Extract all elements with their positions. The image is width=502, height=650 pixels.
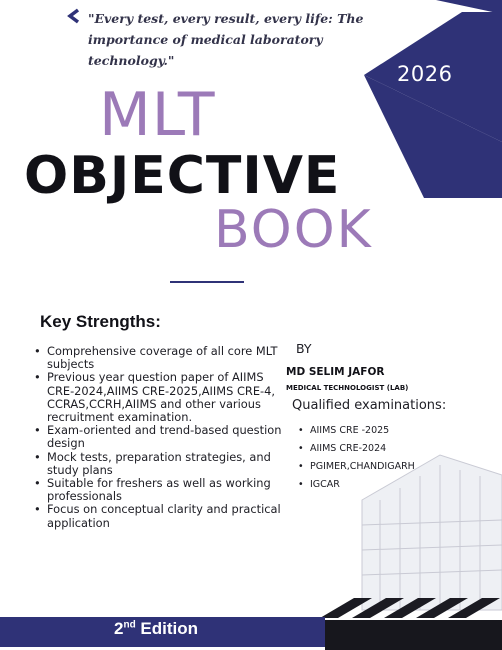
qualified-exams-list	[298, 422, 415, 494]
list-item: • AIIMS CRE-2024	[298, 440, 415, 458]
title-divider	[170, 281, 244, 283]
title-book: BOOK	[214, 200, 373, 260]
by-label: BY	[296, 341, 312, 356]
list-item: • Suitable for freshers as well as working professionals	[34, 477, 292, 503]
list-item: • Mock tests, preparation strategies, and study plans	[34, 451, 292, 477]
author-role: MEDICAL TECHNOLOGIST (LAB)	[286, 384, 409, 392]
edition-suffix: nd	[123, 619, 136, 631]
list-item: • Focus on conceptual clarity and practical application	[34, 503, 292, 529]
list-item: • AIIMS CRE -2025	[298, 422, 415, 440]
cover-quote: "Every test, every result, every life: The importance of medical laboratory technology."	[88, 11, 364, 68]
list-item: • Comprehensive coverage of all core MLT subjects	[34, 345, 292, 371]
list-item: • Exam-oriented and trend-based question design	[34, 424, 292, 450]
edition-number: 2	[114, 619, 124, 638]
list-item: • PGIMER,CHANDIGARH	[298, 458, 415, 476]
title-mlt: MLT	[99, 80, 216, 150]
bottom-right-bar	[325, 620, 502, 650]
edition-label	[114, 619, 198, 639]
key-strengths-list	[34, 345, 292, 530]
list-item: • IGCAR	[298, 476, 415, 494]
key-strengths-heading: Key Strengths:	[40, 312, 161, 331]
author-name: MD SELIM JAFOR	[286, 366, 385, 378]
edition-year: 2026	[397, 62, 453, 86]
top-right-corner-shape	[436, 0, 502, 14]
title-objective: OBJECTIVE	[24, 146, 341, 206]
edition-word: Edition	[140, 619, 199, 638]
list-item: • Previous year question paper of AIIMS CRE-2024,AIIMS CRE-2025,AIIMS CRE-4, CCRAS,CCRH,AIIMS and other various recruitment examination.	[34, 371, 292, 424]
quote-chevron-icon	[64, 6, 82, 40]
qualified-exams-heading: Qualified examinations:	[292, 398, 447, 413]
